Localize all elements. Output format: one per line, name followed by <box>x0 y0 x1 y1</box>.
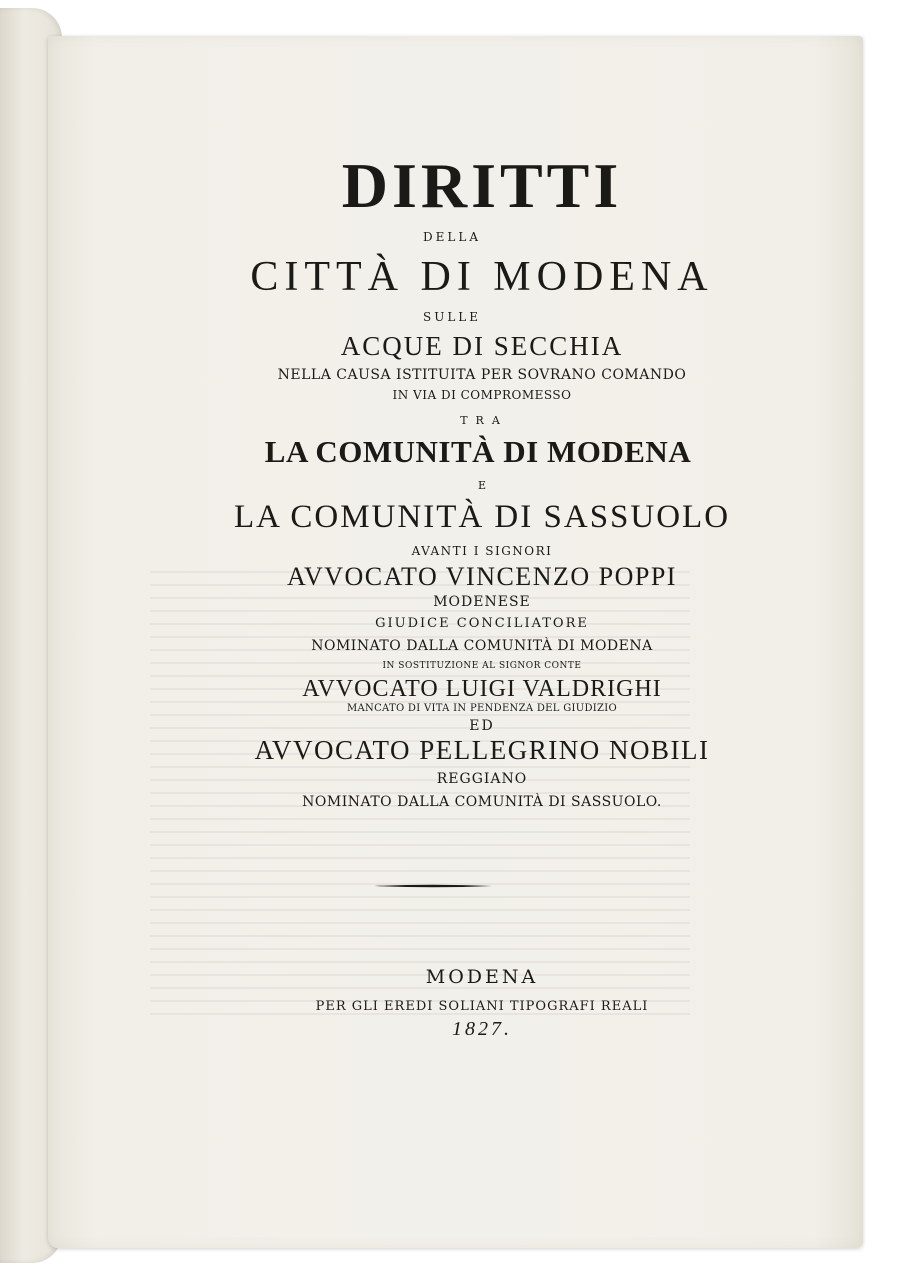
party-sassuolo: LA COMUNITÀ DI SASSUOLO <box>233 499 731 535</box>
judge-poppi-role: GIUDICE CONCILIATORE <box>375 616 589 631</box>
ed-line: ED <box>469 718 495 734</box>
substitution-line: IN SOSTITUZIONE AL SIGNOR CONTE <box>382 661 582 671</box>
judge-poppi-origin: MODENESE <box>433 594 531 610</box>
valdrighi-note: MANCATO DI VITA IN PENDENZA DEL GIUDIZIO <box>346 703 618 714</box>
judge-poppi-nominated: NOMINATO DALLA COMUNITÀ DI MODENA <box>311 638 653 654</box>
judge-nobili-nominated: NOMINATO DALLA COMUNITÀ DI SASSUOLO. <box>302 794 662 810</box>
main-title: DIRITTI <box>341 150 623 221</box>
cause-line: NELLA CAUSA ISTITUITA PER SOVRANO COMANDO <box>277 367 687 383</box>
compromise-line: IN VIA DI COMPROMESSO <box>392 388 572 402</box>
before-line: AVANTI I SIGNORI <box>411 544 553 558</box>
waters-title: ACQUE DI SECCHIA <box>340 331 624 361</box>
decorative-rule <box>374 884 492 888</box>
imprint-year: 1827. <box>452 1018 512 1040</box>
judge-nobili: AVVOCATO PELLEGRINO NOBILI <box>254 735 710 765</box>
imprint-place: MODENA <box>425 966 539 988</box>
party-modena: LA COMUNITÀ DI MODENA <box>264 434 692 469</box>
judge-poppi: AVVOCATO VINCENZO POPPI <box>287 562 677 591</box>
conjunction-line: E <box>477 479 487 492</box>
sulle-line: SULLE <box>422 310 482 324</box>
judge-nobili-origin: REGGIANO <box>436 771 528 787</box>
imprint-printer: PER GLI EREDI SOLIANI TIPOGRAFI REALI <box>315 999 649 1014</box>
judge-valdrighi: AVVOCATO LUIGI VALDRIGHI <box>302 676 662 702</box>
della-line: DELLA <box>423 230 481 244</box>
city-title: CITTÀ DI MODENA <box>250 254 714 300</box>
tra-line: TRA <box>460 414 508 427</box>
